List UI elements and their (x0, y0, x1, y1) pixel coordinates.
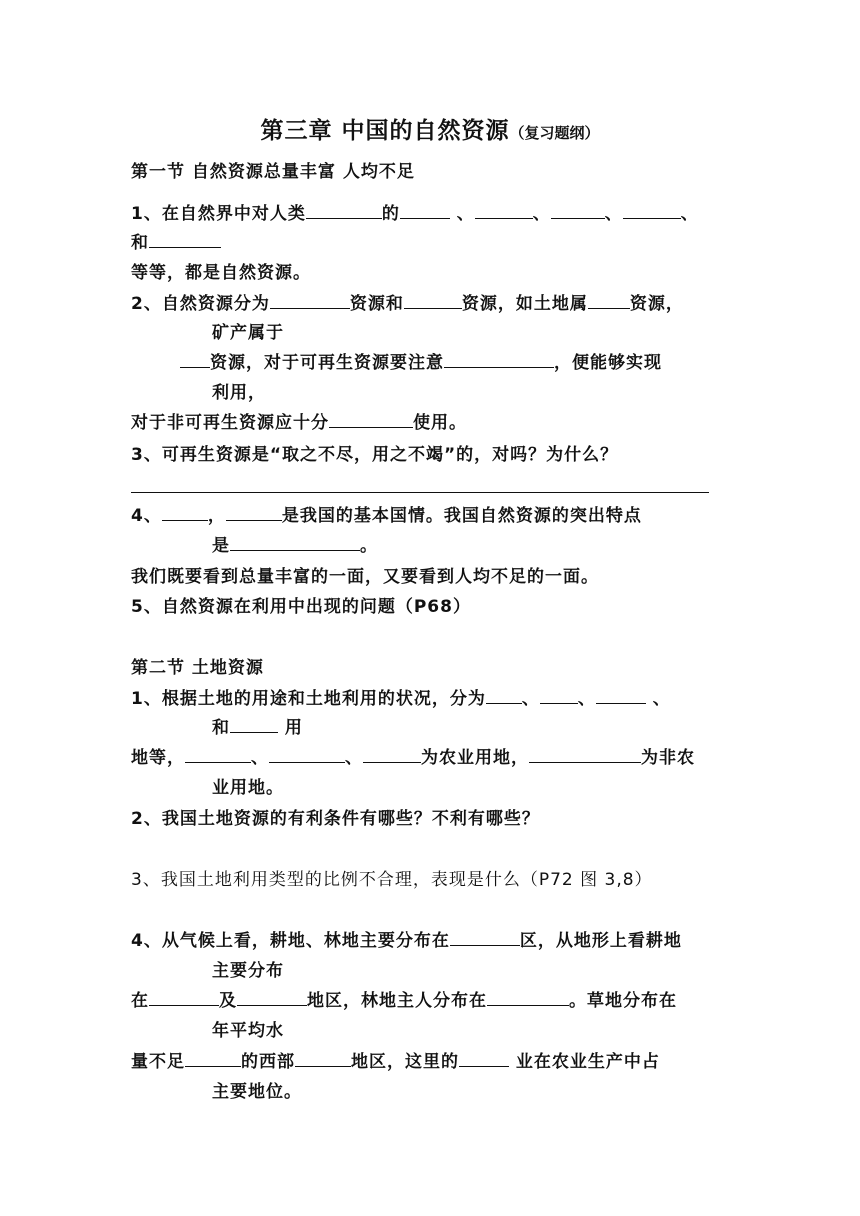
s2-q2: 2、我国土地资源的有利条件有哪些？不利有哪些？ (131, 809, 540, 829)
s2-q4-line6: 主要地位。 (212, 1082, 302, 1102)
title-main: 第三章 中国的自然资源 (260, 118, 510, 144)
text: 的 (381, 204, 400, 224)
blank (475, 203, 533, 219)
text: 、 (680, 204, 699, 224)
text: 地区，这里的 (351, 1052, 459, 1072)
blank (149, 990, 219, 1006)
s2-q3 (131, 869, 653, 891)
text: 资源和 (349, 294, 404, 314)
text: 、 (521, 689, 540, 709)
text: 是我国的基本国情。我国自然资源的突出特点 (281, 506, 642, 526)
blank (588, 293, 630, 309)
text: 及 (219, 991, 237, 1011)
s2-q1-line3 (131, 747, 695, 769)
blank (596, 688, 646, 704)
s2-q4-line2: 主要分布 (212, 961, 284, 981)
blank (237, 990, 307, 1006)
text: ，便能够实现 (554, 353, 662, 373)
blank (623, 203, 681, 219)
text: 用 (278, 718, 303, 738)
blank (269, 747, 345, 763)
text: 量不足 (131, 1052, 185, 1072)
text: 、 (449, 204, 475, 224)
text: 、 (645, 689, 671, 709)
blank (180, 352, 210, 368)
blank (295, 1051, 351, 1067)
blank (270, 293, 350, 309)
page-title (0, 112, 860, 145)
s1-q1-line3: 等等，都是自然资源。 (131, 263, 311, 283)
s1-q4-line1 (131, 505, 642, 527)
text: 地等， (131, 748, 185, 768)
text: 4、 (131, 506, 162, 526)
text: 、 (251, 748, 269, 768)
text: 。 (360, 536, 378, 556)
title-sub: （复习题纲） (509, 124, 600, 142)
text: 和 (212, 718, 230, 738)
blank (162, 505, 208, 521)
blank (185, 1051, 241, 1067)
s1-q1-line2 (131, 232, 221, 254)
text: 。草地分布在 (569, 991, 677, 1011)
blank (404, 293, 462, 309)
text: 在 (131, 991, 149, 1011)
blank (444, 352, 554, 368)
s2-q1-line1 (131, 688, 671, 710)
s1-q1-line1 (131, 203, 699, 225)
text: 区，从地形上看耕地 (519, 931, 682, 951)
blank (306, 203, 382, 219)
text: 、 (345, 748, 363, 768)
section-2-heading: 第二节 土地资源 (131, 658, 264, 678)
s2-q1-line2 (212, 717, 303, 739)
blank (487, 990, 569, 1006)
blank (459, 1051, 509, 1067)
blank (363, 747, 421, 763)
s1-q2-line5 (131, 412, 467, 434)
text: 1、根据土地的用途和土地利用的状况，分为 (131, 689, 486, 709)
text: 资源，如土地属 (461, 294, 588, 314)
text: 的西部 (241, 1052, 295, 1072)
blank (400, 203, 450, 219)
text: ， (207, 506, 226, 526)
text: 2、自然资源分为 (131, 294, 270, 314)
blank (329, 412, 413, 428)
s1-q2-line3 (180, 352, 662, 374)
blank (450, 930, 520, 946)
s2-q4-line4: 年平均水 (212, 1021, 284, 1041)
text: 1、在自然界中对人类 (131, 204, 306, 224)
text: 资源，对于可再生资源要注意 (210, 353, 444, 373)
blank (540, 688, 578, 704)
text: 为农业用地， (421, 748, 529, 768)
text: 、 (577, 689, 596, 709)
text: 资源， (629, 294, 684, 314)
text: 使用。 (413, 413, 467, 433)
blank (226, 505, 282, 521)
s1-q2-line4: 利用， (212, 383, 266, 403)
text: 和 (131, 233, 149, 253)
text: 、 (532, 204, 551, 224)
text: 4、从气候上看，耕地、林地主要分布在 (131, 931, 450, 951)
s2-q4-line1 (131, 930, 682, 952)
s2-q4-line3 (131, 990, 677, 1012)
s2-q4-line5 (131, 1051, 660, 1073)
blank (149, 232, 221, 248)
blank (529, 747, 641, 763)
text: 是 (212, 536, 230, 556)
s1-q4-line3: 我们既要看到总量丰富的一面，又要看到人均不足的一面。 (131, 567, 599, 587)
text: 对于非可再生资源应十分 (131, 413, 329, 433)
text: 地区，林地主人分布在 (307, 991, 487, 1011)
text: 、 (604, 204, 623, 224)
blank (230, 717, 278, 733)
blank (551, 203, 605, 219)
s1-q4-line2 (212, 535, 378, 557)
text: 业在农业生产中占 (509, 1052, 660, 1072)
s2-q1-line4: 业用地。 (212, 778, 284, 798)
s1-q2-line2: 矿产属于 (212, 323, 284, 343)
blank (230, 535, 360, 551)
text: 为非农 (641, 748, 695, 768)
text: 3、我国土地利用类型的比例不合理，表现是什么（P72 图 3,8） (131, 870, 653, 890)
s1-q2-line1 (131, 293, 684, 315)
s1-q5: 5、自然资源在利用中出现的问题（P68） (131, 597, 471, 617)
answer-line (131, 492, 709, 493)
section-1-heading: 第一节 自然资源总量丰富 人均不足 (131, 162, 415, 182)
s1-q3: 3、可再生资源是“取之不尽，用之不竭”的，对吗？为什么？ (131, 445, 619, 465)
blank (486, 688, 522, 704)
blank (185, 747, 251, 763)
